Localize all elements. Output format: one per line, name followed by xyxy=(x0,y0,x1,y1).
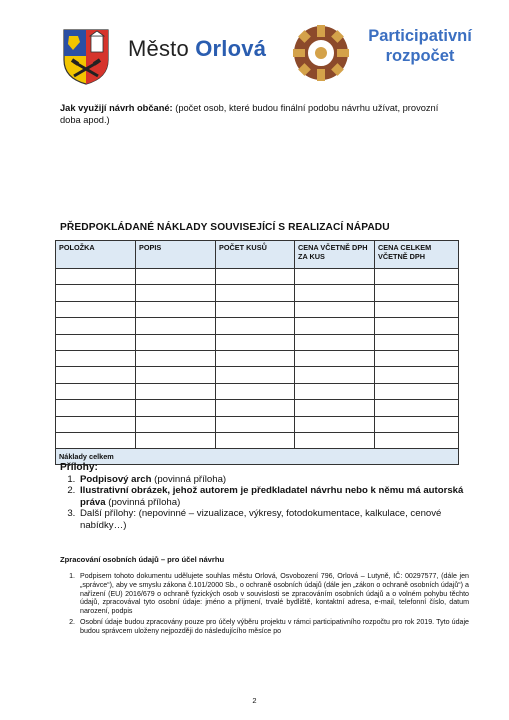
table-cell[interactable] xyxy=(136,301,216,317)
table-cell[interactable] xyxy=(56,432,136,448)
table-cell[interactable] xyxy=(56,318,136,334)
table-cell[interactable] xyxy=(56,350,136,366)
table-cell[interactable] xyxy=(295,350,375,366)
table-cell[interactable] xyxy=(375,318,459,334)
program-title-line2: rozpočet xyxy=(385,47,455,65)
column-header-total-price: CENA CELKEM VČETNĚ DPH xyxy=(375,241,459,269)
table-cell[interactable] xyxy=(216,269,295,285)
table-cell[interactable] xyxy=(375,367,459,383)
costs-total-label[interactable]: Náklady celkem xyxy=(56,449,459,465)
table-cell[interactable] xyxy=(136,383,216,399)
table-row xyxy=(56,285,459,301)
table-cell[interactable] xyxy=(56,269,136,285)
table-cell[interactable] xyxy=(375,432,459,448)
column-header-description: POPIS xyxy=(136,241,216,269)
table-cell[interactable] xyxy=(56,383,136,399)
table-cell[interactable] xyxy=(295,285,375,301)
table-cell[interactable] xyxy=(136,269,216,285)
table-row xyxy=(56,383,459,399)
table-cell[interactable] xyxy=(295,432,375,448)
table-cell[interactable] xyxy=(136,432,216,448)
table-cell[interactable] xyxy=(136,318,216,334)
table-cell[interactable] xyxy=(136,400,216,416)
table-cell[interactable] xyxy=(216,400,295,416)
attachment-2-name: Ilustrativní obrázek, jehož autorem je předkladatel návrhu nebo k němu má autorská práva xyxy=(80,485,464,508)
table-row xyxy=(56,367,459,383)
table-cell[interactable] xyxy=(216,416,295,432)
costs-table-header-row xyxy=(56,241,459,269)
table-cell[interactable] xyxy=(56,367,136,383)
table-cell[interactable] xyxy=(216,367,295,383)
column-header-unit-price: CENA VČETNĚ DPH ZA KUS xyxy=(295,241,375,269)
participatory-budget-emblem xyxy=(292,24,350,82)
table-cell[interactable] xyxy=(375,383,459,399)
program-title xyxy=(352,26,488,66)
attachment-2-note: (povinná příloha) xyxy=(105,496,181,508)
table-row xyxy=(56,301,459,317)
gdpr-item-1: 1. Podpisem tohoto dokumentu udělujete souhlas městu Orlová, Osvobození 796, Orlová – Lutyně, IČ: 00297577, (dále jen „správce“), aby ve smyslu zákona č.101/2000 Sb., o ochraně osobních údajů (dále jen „zákon o ochraně osobních údajů“) a nařízení (EU) 2016/679 o ochraně fyzických osob v souvislosti se zpracováním osobních údajů a o volném pohybu těchto údajů, zpracovával tyto osobní údaje: jméno a příjmení, trvalé bydliště, kontaktní adresa, e-mail, telefonní číslo, datum narození, podpis xyxy=(77,572,469,616)
table-cell[interactable] xyxy=(56,400,136,416)
table-cell[interactable] xyxy=(216,383,295,399)
column-header-quantity: POČET KUSŮ xyxy=(216,241,295,269)
city-coat-of-arms xyxy=(60,26,112,86)
table-cell[interactable] xyxy=(136,350,216,366)
table-cell[interactable] xyxy=(295,400,375,416)
table-cell[interactable] xyxy=(216,285,295,301)
city-word: Město xyxy=(128,36,189,61)
column-header-item: POLOŽKA xyxy=(56,241,136,269)
table-cell[interactable] xyxy=(375,285,459,301)
table-cell[interactable] xyxy=(216,350,295,366)
table-cell[interactable] xyxy=(295,367,375,383)
attachment-1-note: (povinná příloha) xyxy=(151,474,227,485)
table-cell[interactable] xyxy=(375,301,459,317)
table-cell[interactable] xyxy=(216,318,295,334)
list-item xyxy=(78,485,473,508)
table-row xyxy=(56,350,459,366)
table-cell[interactable] xyxy=(375,269,459,285)
table-cell[interactable] xyxy=(136,367,216,383)
page-number: 2 xyxy=(252,696,257,705)
gdpr-list xyxy=(60,572,469,636)
table-cell[interactable] xyxy=(56,285,136,301)
table-cell[interactable] xyxy=(56,301,136,317)
table-cell[interactable] xyxy=(56,416,136,432)
city-logo-text xyxy=(128,36,266,62)
table-row xyxy=(56,416,459,432)
list-item xyxy=(78,474,473,485)
table-cell[interactable] xyxy=(216,301,295,317)
table-row xyxy=(56,432,459,448)
costs-table xyxy=(55,240,459,465)
table-cell[interactable] xyxy=(136,334,216,350)
table-row xyxy=(56,269,459,285)
attachments-title: Přílohy: xyxy=(60,462,98,473)
attachment-3-text: Další přílohy: (nepovinné – vizualizace, výkresy, fotodokumentace, kalkulace, cenové nabídky…) xyxy=(80,508,442,531)
table-row xyxy=(56,400,459,416)
attachments-list xyxy=(62,474,473,531)
gdpr-title: Zpracování osobních údajů – pro účel návrhu xyxy=(60,555,225,564)
table-cell[interactable] xyxy=(295,318,375,334)
table-cell[interactable] xyxy=(295,301,375,317)
gdpr-item-2: 2. Osobní údaje budou zpracovány pouze pro účely výběru projektu v rámci participativního rozpočtu pro rok 2019. Tyto údaje budou správcem uloženy nejpozději do následujícího měsíce po xyxy=(77,618,469,636)
table-cell[interactable] xyxy=(216,334,295,350)
list-item xyxy=(78,508,473,531)
costs-section-title: PŘEDPOKLÁDANÉ NÁKLADY SOUVISEJÍCÍ S REALIZACÍ NÁPADU xyxy=(60,222,390,233)
usage-text: (počet osob, které budou finální podobu návrhu užívat, provozní doba apod.) xyxy=(60,103,439,125)
table-row xyxy=(56,334,459,350)
table-cell[interactable] xyxy=(295,416,375,432)
table-cell[interactable] xyxy=(295,269,375,285)
city-name: Orlová xyxy=(195,36,267,61)
table-cell[interactable] xyxy=(136,285,216,301)
table-cell[interactable] xyxy=(136,416,216,432)
table-cell[interactable] xyxy=(216,432,295,448)
table-cell[interactable] xyxy=(56,334,136,350)
table-cell[interactable] xyxy=(375,416,459,432)
table-cell[interactable] xyxy=(375,400,459,416)
usage-label: Jak využijí návrh občané: xyxy=(60,103,173,113)
table-cell[interactable] xyxy=(295,383,375,399)
attachment-1-name: Podpisový arch xyxy=(80,474,152,485)
table-cell[interactable] xyxy=(375,350,459,366)
usage-paragraph xyxy=(60,102,460,126)
table-row xyxy=(56,318,459,334)
table-cell[interactable] xyxy=(295,334,375,350)
costs-total-row xyxy=(56,449,459,465)
program-title-line1: Participativní xyxy=(368,27,472,45)
table-cell[interactable] xyxy=(375,334,459,350)
